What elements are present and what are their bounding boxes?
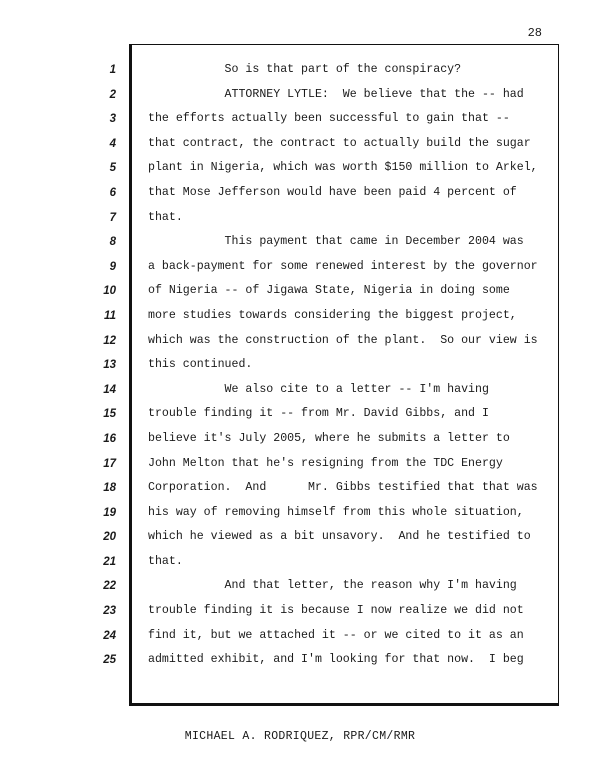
- line-number: 23: [103, 605, 116, 618]
- transcript-line: trouble finding it is because I now realize we did not: [148, 604, 524, 618]
- transcript-line: admitted exhibit, and I'm looking for that now. I beg: [148, 653, 524, 667]
- line-number: 7: [109, 211, 116, 224]
- transcript-line: find it, but we attached it -- or we cited to it as an: [148, 628, 524, 642]
- transcript-line: that.: [148, 210, 183, 224]
- transcript-line: trouble finding it -- from Mr. David Gibbs, and I: [148, 407, 489, 421]
- line-number: 13: [103, 359, 116, 372]
- transcript-line: believe it's July 2005, where he submits a letter to: [148, 431, 510, 445]
- line-number: 14: [103, 383, 116, 396]
- line-number: 22: [103, 580, 116, 593]
- transcript-line: John Melton that he's resigning from the TDC Energy: [148, 456, 503, 470]
- line-number: 12: [103, 334, 116, 347]
- line-number: 9: [109, 260, 116, 273]
- line-number: 17: [103, 457, 116, 470]
- transcript-line: of Nigeria -- of Jigawa State, Nigeria in doing some: [148, 284, 510, 298]
- line-number: 16: [103, 432, 116, 445]
- line-number: 4: [109, 137, 116, 150]
- transcript-line: which was the construction of the plant. So our view is: [148, 333, 538, 347]
- transcript-line: plant in Nigeria, which was worth $150 million to Arkel,: [148, 161, 538, 175]
- line-number: 8: [109, 236, 116, 249]
- transcript-line: which he viewed as a bit unsavory. And he testified to: [148, 530, 531, 544]
- transcript-line: And that letter, the reason why I'm having: [148, 579, 517, 593]
- page-number: 28: [527, 26, 542, 40]
- transcript-line: This payment that came in December 2004 was: [148, 235, 524, 249]
- transcript-line: We also cite to a letter -- I'm having: [148, 382, 489, 396]
- transcript-line: more studies towards considering the biggest project,: [148, 308, 517, 322]
- line-number: 11: [104, 309, 116, 322]
- transcript-line: that.: [148, 554, 183, 568]
- line-number: 10: [103, 285, 116, 298]
- line-number: 6: [109, 186, 116, 199]
- line-number: 15: [103, 408, 116, 421]
- reporter-footer: MICHAEL A. RODRIQUEZ, RPR/CM/RMR: [184, 730, 416, 743]
- line-number: 20: [103, 531, 116, 544]
- line-number: 21: [103, 555, 116, 568]
- line-number: 1: [109, 64, 116, 76]
- line-number-column: [98, 62, 116, 677]
- line-number: 25: [103, 654, 116, 667]
- transcript-line: a back-payment for some renewed interest by the governor: [148, 259, 538, 273]
- transcript-line: his way of removing himself from this whole situation,: [148, 505, 524, 519]
- line-number: 18: [103, 482, 116, 495]
- line-number: 2: [109, 88, 116, 101]
- transcript-line: Corporation. And Mr. Gibbs testified that that was: [148, 481, 538, 495]
- transcript-text: [148, 62, 548, 677]
- transcript-line: the efforts actually been successful to gain that --: [148, 112, 510, 126]
- line-number: 5: [109, 162, 116, 175]
- transcript-line: this continued.: [148, 358, 253, 372]
- transcript-line: So is that part of the conspiracy?: [148, 63, 462, 76]
- line-number: 19: [103, 506, 116, 519]
- line-number: 24: [103, 629, 116, 642]
- transcript-line: that Mose Jefferson would have been paid 4 percent of: [148, 185, 517, 199]
- transcript-line: that contract, the contract to actually build the sugar: [148, 136, 531, 150]
- line-number: 3: [109, 113, 116, 126]
- transcript-line: ATTORNEY LYTLE: We believe that the -- had: [148, 87, 524, 101]
